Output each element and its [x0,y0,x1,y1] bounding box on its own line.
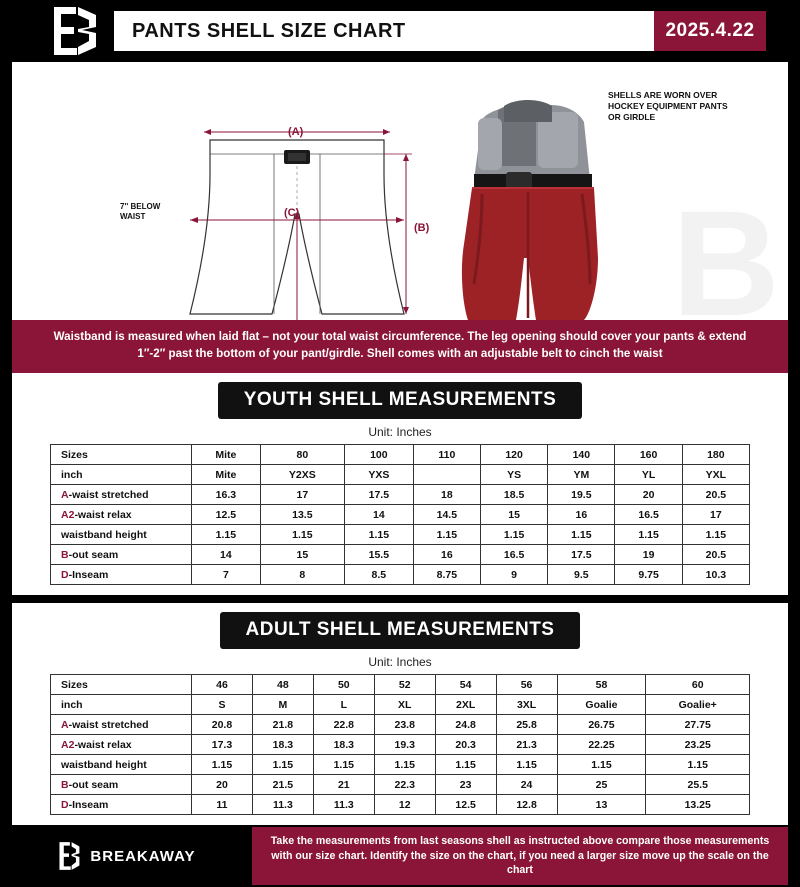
table-cell: 23.25 [646,735,750,755]
row-label: waistband height [51,755,192,775]
table-cell: 21 [313,775,374,795]
youth-section-title: YOUTH SHELL MEASUREMENTS [218,382,583,419]
table-cell: 11.3 [252,795,313,815]
table-cell: 11.3 [313,795,374,815]
table-cell: 8 [260,565,344,585]
table-cell: 20.5 [682,545,749,565]
table-cell: 25.5 [646,775,750,795]
table-cell: 9.75 [615,565,682,585]
table-cell: 1.15 [435,755,496,775]
table-cell: 12.5 [435,795,496,815]
table-cell: 17.5 [344,485,413,505]
table-cell: Goalie+ [646,695,750,715]
table-cell: 18.5 [480,485,547,505]
table-row [51,445,750,465]
table-cell: 52 [374,675,435,695]
table-cell: 1.15 [413,525,480,545]
table-cell: 13.25 [646,795,750,815]
table-cell: YS [480,465,547,485]
table-cell: 1.15 [374,755,435,775]
breakaway-b-logo-icon [44,5,104,57]
table-cell: 80 [260,445,344,465]
table-cell: 13 [557,795,646,815]
table-cell: 22.3 [374,775,435,795]
table-cell: 19.3 [374,735,435,755]
row-label-key: A [61,488,69,501]
table-cell: 12.8 [496,795,557,815]
table-row [51,525,750,545]
table-cell: 18.3 [313,735,374,755]
table-cell: 1.15 [313,755,374,775]
row-label-key: B [61,548,69,561]
table-cell: S [192,695,253,715]
table-cell: 3XL [496,695,557,715]
table-row [51,565,750,585]
table-cell: 100 [344,445,413,465]
table-cell: 9.5 [548,565,615,585]
table-cell: 16 [413,545,480,565]
table-row [51,545,750,565]
row-label-key: A [61,718,69,731]
table-cell: 17.3 [192,735,253,755]
adult-section-title: ADULT SHELL MEASUREMENTS [220,612,581,649]
footer-brand-name: BREAKAWAY [90,847,196,865]
row-label: B-out seam [51,545,192,565]
row-label: B-out seam [51,775,192,795]
table-cell: 56 [496,675,557,695]
table-cell: 1.15 [252,755,313,775]
table-cell: 11 [192,795,253,815]
table-row [51,775,750,795]
title-bar [114,11,654,51]
adult-unit-label: Unit: Inches [368,655,432,669]
table-row [51,485,750,505]
table-cell: 7 [192,565,261,585]
table-cell: 24.8 [435,715,496,735]
table-cell: 50 [313,675,374,695]
table-cell: 21.3 [496,735,557,755]
table-cell: 1.15 [260,525,344,545]
youth-unit-label: Unit: Inches [368,425,432,439]
table-row [51,695,750,715]
table-cell: 1.15 [192,755,253,775]
page-title: PANTS SHELL SIZE CHART [132,19,406,42]
row-label-key: A2 [61,508,75,521]
breakaway-b-logo-icon-footer [56,841,82,871]
row-label: A2-waist relax [51,505,192,525]
table-cell: 17 [260,485,344,505]
table-cell: 16.5 [615,505,682,525]
table-cell: 25.8 [496,715,557,735]
table-cell: 26.75 [557,715,646,735]
table-cell: 1.15 [557,755,646,775]
table-cell: 16 [548,505,615,525]
table-cell: 13.5 [260,505,344,525]
row-label-key: D [61,568,69,581]
table-cell: 54 [435,675,496,695]
table-row [51,735,750,755]
row-label: Sizes [51,445,192,465]
measurement-instructions-banner: Waistband is measured when laid flat – not your total waist circumference. The leg opening should cover your pants & extend 1″-2″ past the bottom of your pant/girdle. Shell comes with an adjustable belt to cinch the waist [12,320,788,373]
table-cell: 18.3 [252,735,313,755]
table-cell: 46 [192,675,253,695]
dimension-label-b: (B) [414,222,430,234]
table-cell: 1.15 [682,525,749,545]
table-cell: 20.3 [435,735,496,755]
table-cell: 21.8 [252,715,313,735]
table-cell: Mite [192,445,261,465]
table-cell: 15 [480,505,547,525]
table-cell: 120 [480,445,547,465]
row-label-key: B [61,778,69,791]
table-cell: 60 [646,675,750,695]
page-header [0,0,800,62]
table-cell: 8.5 [344,565,413,585]
table-cell: 9 [480,565,547,585]
row-label-key: A2 [61,738,75,751]
youth-measurements-table [50,444,750,585]
table-cell: 18 [413,485,480,505]
adult-measurements-table [50,674,750,815]
dimension-label-c: (C) [284,207,300,219]
table-cell: 16.3 [192,485,261,505]
table-cell: YL [615,465,682,485]
table-cell: 22.8 [313,715,374,735]
table-cell: 19.5 [548,485,615,505]
table-cell: 24 [496,775,557,795]
table-cell: 17.5 [548,545,615,565]
table-cell: Goalie [557,695,646,715]
revision-date: 2025.4.22 [654,11,766,51]
row-label: inch [51,465,192,485]
table-cell: YXS [344,465,413,485]
section-divider [0,595,800,603]
youth-section [12,373,788,595]
table-cell: 19 [615,545,682,565]
table-cell: 17 [682,505,749,525]
table-cell: 12.5 [192,505,261,525]
table-cell: 22.25 [557,735,646,755]
table-cell: 14.5 [413,505,480,525]
shell-usage-note: SHELLS ARE WORN OVER HOCKEY EQUIPMENT PANTS OR GIRDLE [608,90,728,122]
row-label: Sizes [51,675,192,695]
table-row [51,715,750,735]
table-row [51,505,750,525]
table-cell: 58 [557,675,646,695]
table-cell: YXL [682,465,749,485]
row-label: D-Inseam [51,565,192,585]
table-cell: 25 [557,775,646,795]
dimension-label-a: (A) [288,126,304,138]
table-cell: 23.8 [374,715,435,735]
table-cell: 1.15 [480,525,547,545]
table-cell: 15 [260,545,344,565]
row-label: inch [51,695,192,715]
below-waist-note: 7'' BELOW WAIST [120,202,161,221]
table-cell: YM [548,465,615,485]
table-cell: 20 [615,485,682,505]
table-cell: 1.15 [344,525,413,545]
table-row [51,675,750,695]
table-cell: 20.5 [682,485,749,505]
table-cell: 14 [192,545,261,565]
row-label: A-waist stretched [51,715,192,735]
row-label: A2-waist relax [51,735,192,755]
table-cell: 160 [615,445,682,465]
table-cell: Mite [192,465,261,485]
table-cell: 14 [344,505,413,525]
table-cell: 27.75 [646,715,750,735]
row-label: D-Inseam [51,795,192,815]
table-cell: 140 [548,445,615,465]
footer-note: Take the measurements from last seasons shell as instructed above compare those measurements with our size chart. Identify the size on the chart, if you need a larger size move up the scale on the chart [252,827,788,885]
table-cell: 1.15 [548,525,615,545]
row-label: waistband height [51,525,192,545]
table-cell: 12 [374,795,435,815]
table-cell: 110 [413,445,480,465]
adult-section [12,603,788,825]
table-cell: 23 [435,775,496,795]
footer-brand-block [0,841,252,871]
row-label: A-waist stretched [51,485,192,505]
table-cell: 10.3 [682,565,749,585]
table-cell: 1.15 [496,755,557,775]
table-cell: 2XL [435,695,496,715]
table-cell: 180 [682,445,749,465]
table-cell: 15.5 [344,545,413,565]
table-row [51,465,750,485]
watermark: B [671,179,780,320]
table-cell: 21.5 [252,775,313,795]
table-cell: 20 [192,775,253,795]
table-cell: 16.5 [480,545,547,565]
table-row [51,755,750,775]
table-cell: 8.75 [413,565,480,585]
table-cell: XL [374,695,435,715]
table-row [51,795,750,815]
table-cell: M [252,695,313,715]
table-cell: 1.15 [615,525,682,545]
row-label-key: D [61,798,69,811]
table-cell: 48 [252,675,313,695]
diagram-panel [12,62,788,320]
table-cell [413,465,480,485]
page-footer [0,825,800,887]
table-cell: 20.8 [192,715,253,735]
table-cell: Y2XS [260,465,344,485]
table-cell: 1.15 [646,755,750,775]
table-cell: L [313,695,374,715]
table-cell: 1.15 [192,525,261,545]
